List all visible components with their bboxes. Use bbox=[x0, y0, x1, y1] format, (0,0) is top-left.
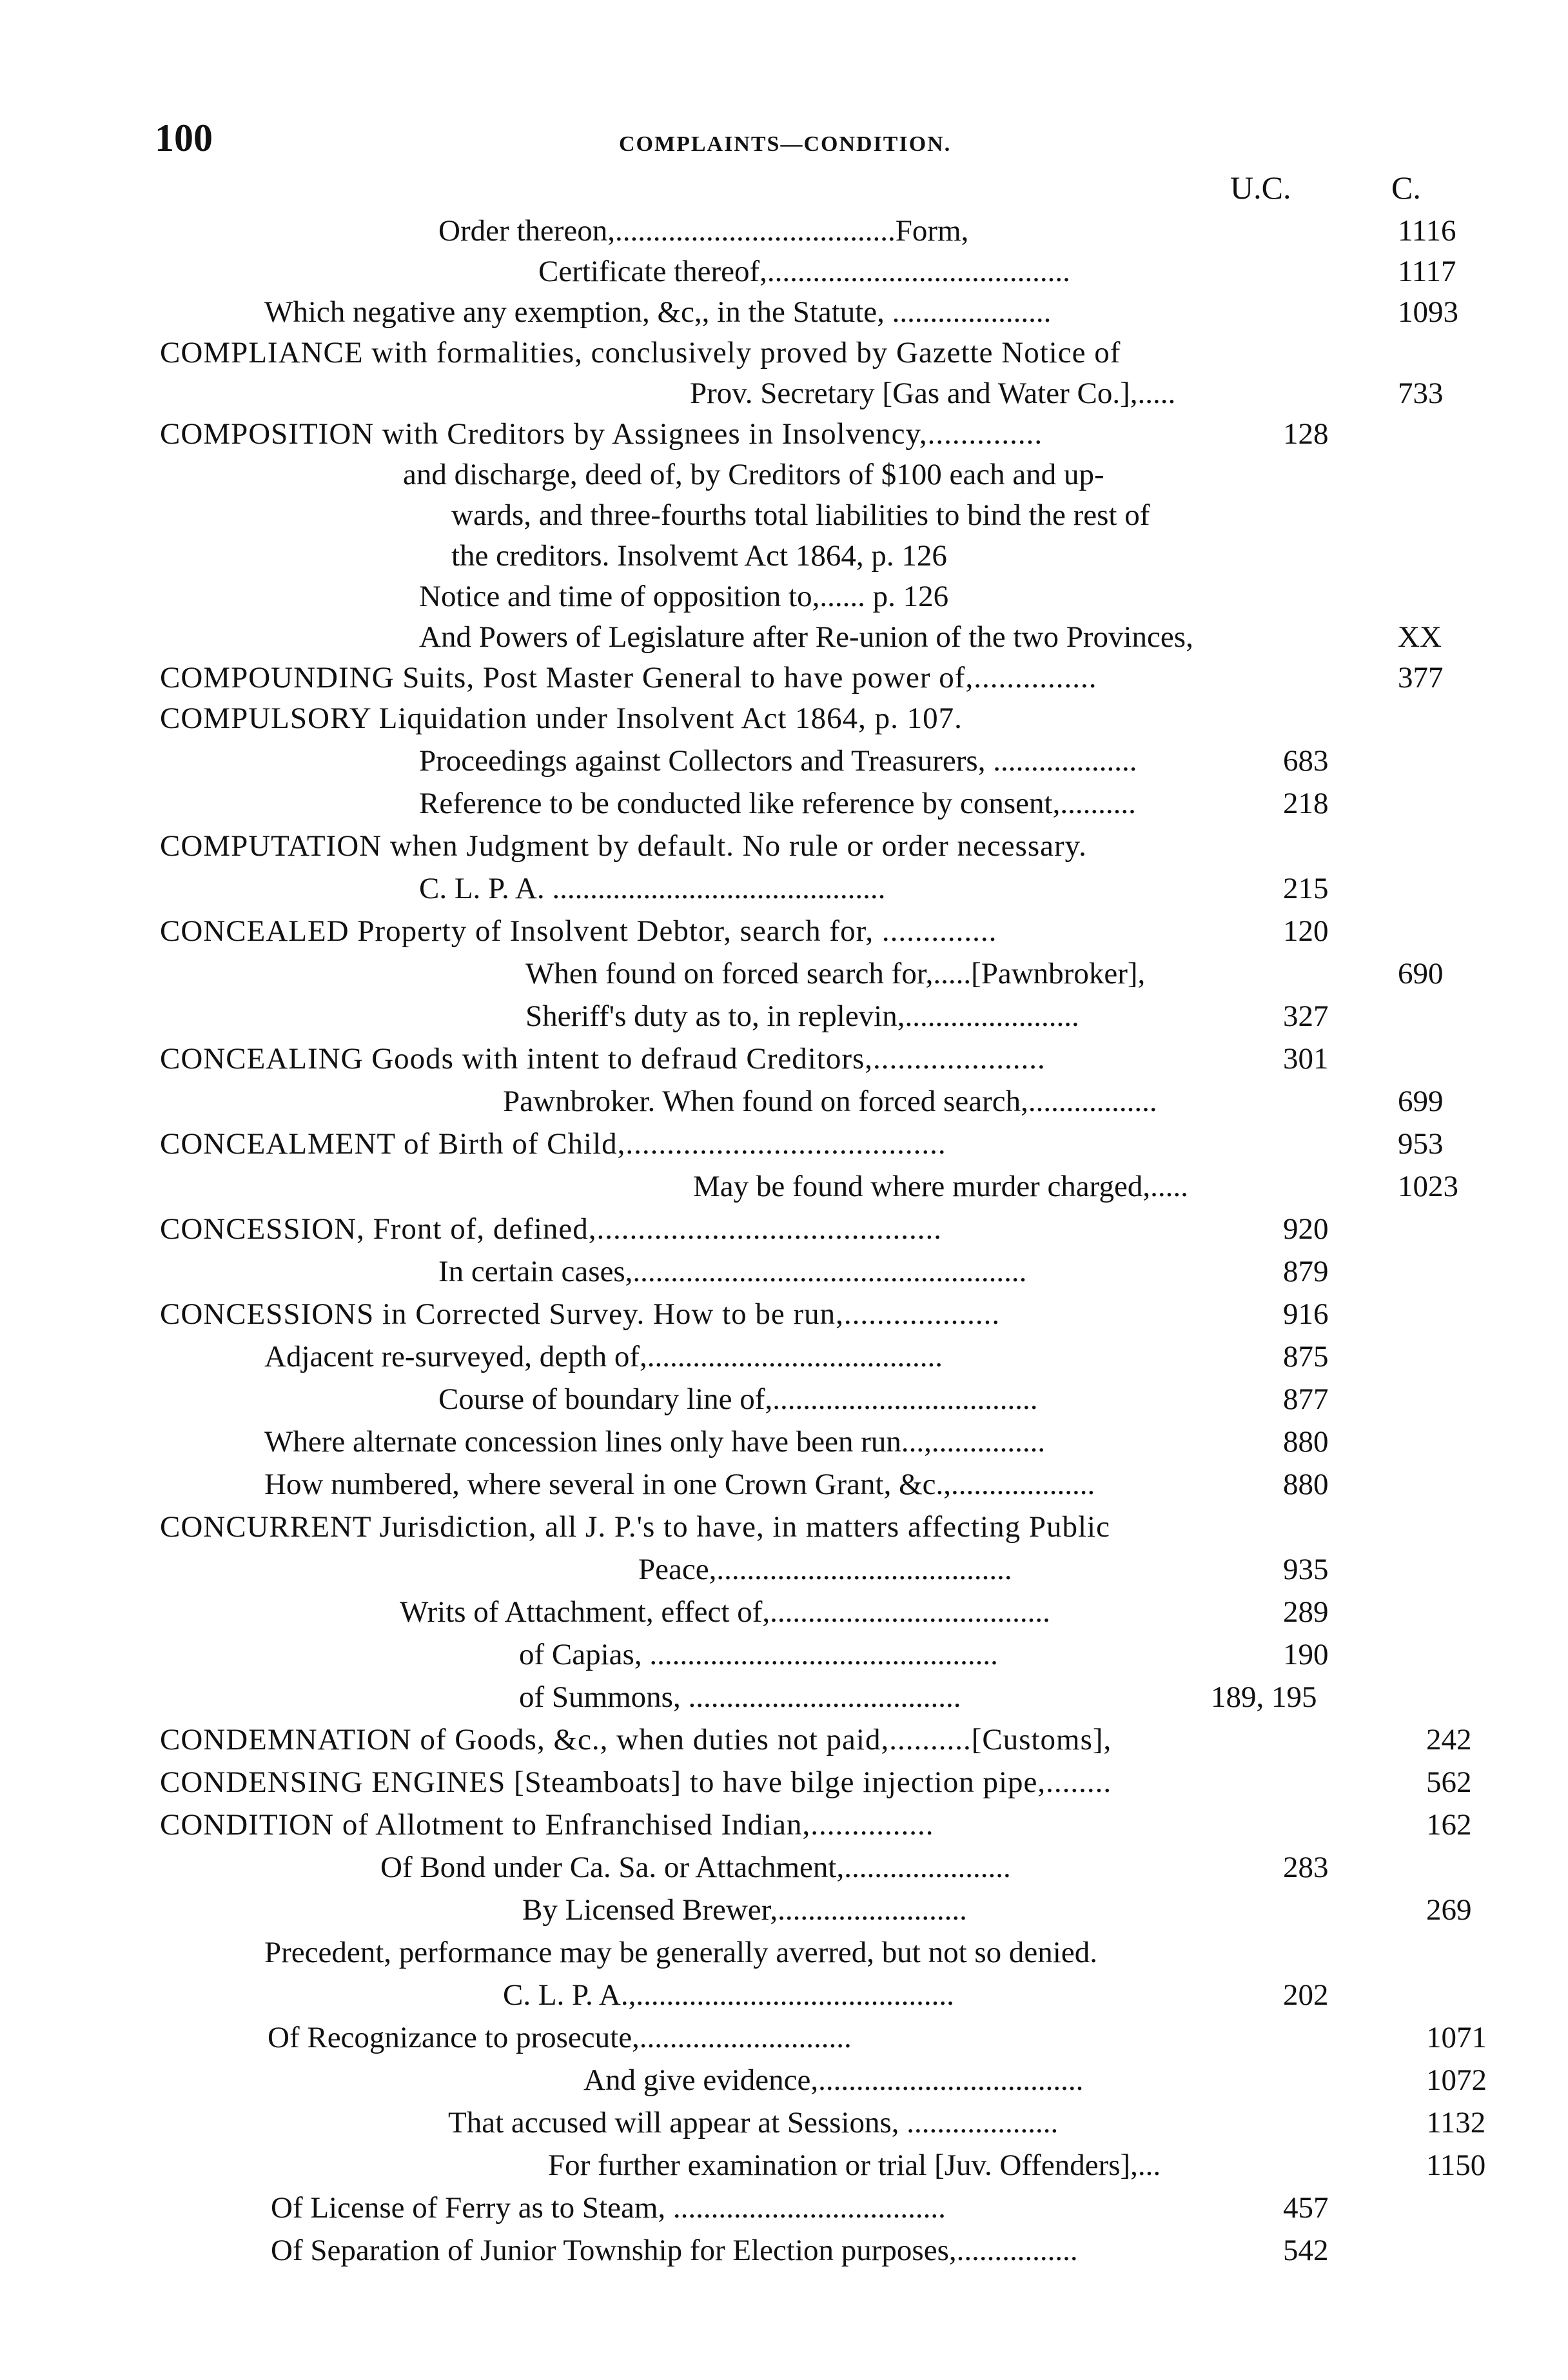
entry-c-ref: 1116 bbox=[1398, 214, 1456, 248]
entry-uc-ref: 880 bbox=[1283, 1468, 1329, 1501]
entry-uc-ref: 202 bbox=[1283, 1978, 1329, 2012]
entry-text: Of Bond under Ca. Sa. or Attachment,...................... bbox=[380, 1851, 1011, 1884]
running-title: COMPLAINTS—CONDITION. bbox=[619, 132, 952, 156]
entry-text: CONCEALED Property of Insolvent Debtor, search for, .............. bbox=[160, 914, 997, 948]
entry-text: Pawnbroker. When found on forced search,................. bbox=[503, 1085, 1157, 1118]
entry-c-ref: 269 bbox=[1426, 1893, 1472, 1927]
entry-c-ref: 242 bbox=[1426, 1723, 1472, 1756]
entry-c-ref: 1072 bbox=[1426, 2063, 1487, 2097]
entry-uc-ref: 920 bbox=[1283, 1212, 1329, 1246]
entry-text: wards, and three-fourths total liabilities to bind the rest of bbox=[451, 498, 1150, 532]
entry-text: May be found where murder charged,..... bbox=[693, 1170, 1188, 1203]
entry-c-ref: 1023 bbox=[1398, 1170, 1458, 1203]
entry-uc-ref: 457 bbox=[1283, 2191, 1329, 2225]
entry-text: Where alternate concession lines only have been run...,............... bbox=[264, 1425, 1046, 1459]
entry-uc-ref: 289 bbox=[1283, 1595, 1329, 1629]
entry-uc-ref: 327 bbox=[1283, 999, 1329, 1033]
entry-text: the creditors. Insolvemt Act 1864, p. 126 bbox=[451, 539, 947, 573]
entry-c-ref: XX bbox=[1398, 620, 1442, 654]
entry-text: C. L. P. A.,.......................................... bbox=[503, 1978, 954, 2012]
entry-text: COMPULSORY Liquidation under Insolvent Act 1864, p. 107. bbox=[160, 702, 963, 735]
entry-c-ref: 377 bbox=[1398, 661, 1444, 694]
entry-c-ref: 699 bbox=[1398, 1085, 1444, 1118]
entry-uc-ref: 877 bbox=[1283, 1382, 1329, 1416]
entry-uc-ref: 301 bbox=[1283, 1042, 1329, 1076]
entry-text: That accused will appear at Sessions, .................... bbox=[448, 2106, 1059, 2139]
entry-c-ref: 1132 bbox=[1426, 2106, 1486, 2139]
entry-c-ref: 1117 bbox=[1398, 255, 1456, 288]
entry-text: CONCEALING Goods with intent to defraud Creditors,..................... bbox=[160, 1042, 1046, 1076]
entry-uc-ref: 542 bbox=[1283, 2234, 1329, 2267]
entry-text: In certain cases,.................................................... bbox=[438, 1255, 1027, 1288]
entry-text: By Licensed Brewer,......................... bbox=[522, 1893, 967, 1927]
entry-text: Certificate thereof,........................................ bbox=[538, 255, 1070, 288]
entry-uc-ref: 875 bbox=[1283, 1340, 1329, 1373]
entry-text: Which negative any exemption, &c,, in the Statute, ..................... bbox=[264, 295, 1052, 329]
entry-c-ref: 1071 bbox=[1426, 2021, 1487, 2054]
entry-text: and discharge, deed of, by Creditors of $100 each and up- bbox=[403, 458, 1104, 491]
page-number: 100 bbox=[155, 117, 213, 159]
entry-c-ref: 1150 bbox=[1426, 2149, 1486, 2182]
entry-c-ref: 953 bbox=[1398, 1127, 1444, 1161]
entry-text: And give evidence,................................... bbox=[583, 2063, 1084, 2097]
entry-text: Reference to be conducted like reference by consent,.......... bbox=[419, 787, 1136, 820]
entry-text: C. L. P. A. ............................................ bbox=[419, 872, 886, 905]
entry-uc-ref: 935 bbox=[1283, 1553, 1329, 1586]
entry-text: COMPOSITION with Creditors by Assignees in Insolvency,.............. bbox=[160, 417, 1043, 451]
entry-uc-ref: 880 bbox=[1283, 1425, 1329, 1459]
entry-uc-ref: 190 bbox=[1283, 1638, 1329, 1671]
entry-uc-ref: 215 bbox=[1283, 872, 1329, 905]
entry-text: Of License of Ferry as to Steam, .................................... bbox=[271, 2191, 946, 2225]
entry-text: Course of boundary line of,................................... bbox=[438, 1382, 1038, 1416]
entry-text: Peace,....................................... bbox=[638, 1553, 1012, 1586]
entry-text: CONDEMNATION of Goods, &c., when duties not paid,..........[Customs], bbox=[160, 1723, 1112, 1756]
entry-text: of Summons, .................................... bbox=[519, 1680, 961, 1714]
entry-c-ref: 1093 bbox=[1398, 295, 1458, 329]
entry-c-ref: 733 bbox=[1398, 377, 1444, 410]
entry-text: Precedent, performance may be generally averred, but not so denied. bbox=[264, 1936, 1097, 1969]
entry-c-ref: 162 bbox=[1426, 1808, 1472, 1842]
entry-text: For further examination or trial [Juv. Offenders],... bbox=[548, 2149, 1161, 2182]
entry-text: And Powers of Legislature after Re-union of the two Provinces, bbox=[419, 620, 1193, 654]
entry-c-ref: 690 bbox=[1398, 957, 1444, 990]
entry-uc-ref: 683 bbox=[1283, 744, 1329, 778]
entry-text: Prov. Secretary [Gas and Water Co.],..... bbox=[690, 377, 1176, 410]
entry-text: COMPOUNDING Suits, Post Master General to have power of,............... bbox=[160, 661, 1097, 694]
entry-text: CONDENSING ENGINES [Steamboats] to have bilge injection pipe,........ bbox=[160, 1765, 1112, 1799]
entry-text: Notice and time of opposition to,...... p. 126 bbox=[419, 580, 949, 613]
entry-uc-ref: 916 bbox=[1283, 1297, 1329, 1331]
entry-uc-ref: 189, 195 bbox=[1211, 1680, 1317, 1714]
column-heading-uc: U.C. bbox=[1230, 170, 1291, 206]
entry-text: CONCESSIONS in Corrected Survey. How to be run,................... bbox=[160, 1297, 1001, 1331]
entry-text: Writs of Attachment, effect of,..................................... bbox=[400, 1595, 1050, 1629]
entry-text: CONCEALMENT of Birth of Child,....................................... bbox=[160, 1127, 946, 1161]
entry-uc-ref: 218 bbox=[1283, 787, 1329, 820]
entry-text: COMPLIANCE with formalities, conclusively proved by Gazette Notice of bbox=[160, 336, 1121, 369]
entry-text: CONDITION of Allotment to Enfranchised Indian,............... bbox=[160, 1808, 934, 1842]
entry-text: COMPUTATION when Judgment by default. No rule or order necessary. bbox=[160, 829, 1087, 863]
entry-text: CONCURRENT Jurisdiction, all J. P.'s to have, in matters affecting Public bbox=[160, 1510, 1110, 1544]
entry-uc-ref: 120 bbox=[1283, 914, 1329, 948]
entry-text: Adjacent re-surveyed, depth of,....................................... bbox=[264, 1340, 943, 1373]
entry-text: Of Recognizance to prosecute,............................ bbox=[268, 2021, 852, 2054]
entry-text: Sheriff's duty as to, in replevin,....................... bbox=[525, 999, 1079, 1033]
entry-uc-ref: 283 bbox=[1283, 1851, 1329, 1884]
entry-text: How numbered, where several in one Crown Grant, &c.,................... bbox=[264, 1468, 1095, 1501]
entry-text: Proceedings against Collectors and Treasurers, ................... bbox=[419, 744, 1137, 778]
entry-text: Order thereon,.....................................Form, bbox=[438, 214, 969, 248]
entry-text: CONCESSION, Front of, defined,.......................................... bbox=[160, 1212, 943, 1246]
entry-uc-ref: 879 bbox=[1283, 1255, 1329, 1288]
entry-text: When found on forced search for,.....[Pawnbroker], bbox=[525, 957, 1146, 990]
entry-c-ref: 562 bbox=[1426, 1765, 1472, 1799]
entry-uc-ref: 128 bbox=[1283, 417, 1329, 451]
entry-text: Of Separation of Junior Township for Election purposes,................ bbox=[271, 2234, 1078, 2267]
entry-text: of Capias, .............................................. bbox=[519, 1638, 998, 1671]
column-heading-c: C. bbox=[1391, 170, 1421, 206]
